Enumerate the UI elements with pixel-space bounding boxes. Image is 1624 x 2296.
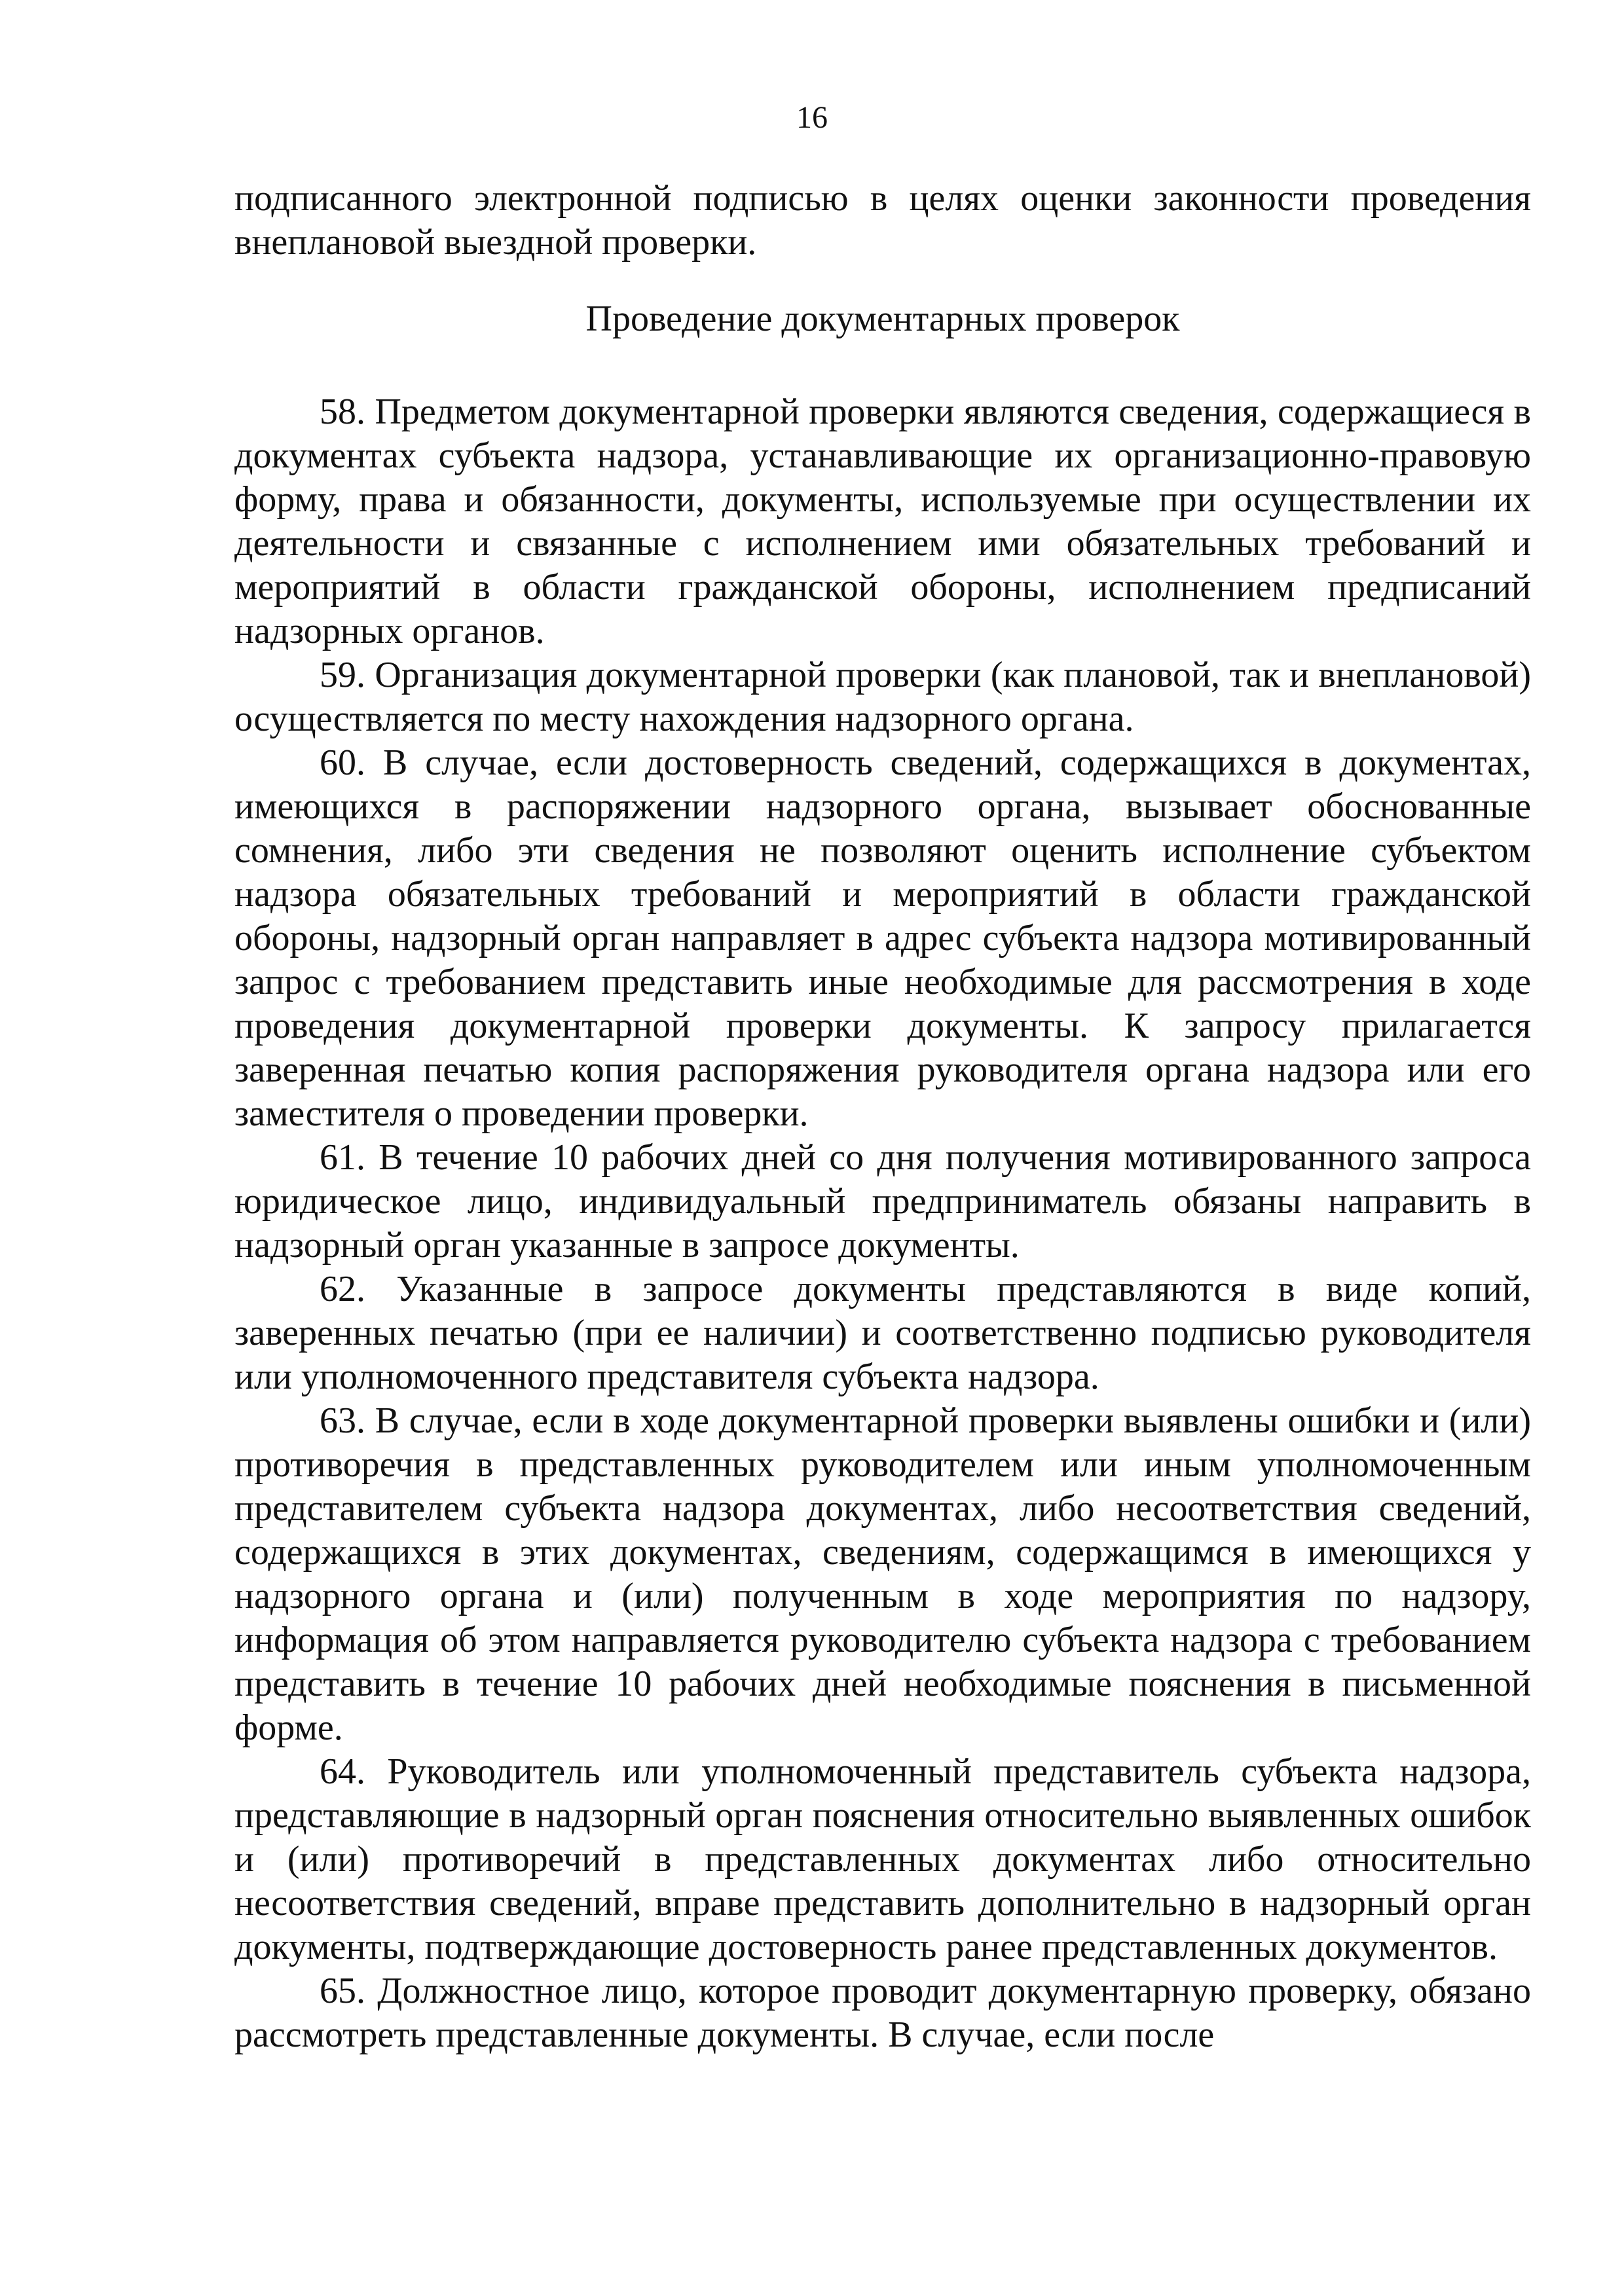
paragraph-62: 62. Указанные в запросе документы представляются в виде копий, заверенных печатью (при ее наличии) и соответственно подписью руководителя или уполномоченного представителя субъекта надзора.: [234, 1269, 1531, 1397]
paragraph-61: 61. В течение 10 рабочих дней со дня получения мотивированного запроса юридическое лицо, индивидуальный предприниматель обязаны направить в надзорный орган указанные в запросе документы.: [234, 1137, 1531, 1266]
paragraph-64: 64. Руководитель или уполномоченный представитель субъекта надзора, представляющие в надзорный орган пояснения относительно выявленных ошибок и (или) противоречий в представленных документах либо относительно несоответствия сведений, вправе представить дополнительно в надзорный орган документы, подтверждающие достоверность ранее представленных документов.: [234, 1751, 1531, 1967]
paragraph-63: 63. В случае, если в ходе документарной проверки выявлены ошибки и (или) противоречия в представленных руководителем или иным уполномоченным представителем субъекта надзора документах, либо несоответствия сведений, содержащихся в этих документах, сведениям, содержащимся в имеющихся у надзорного органа и (или) полученным в ходе мероприятия по надзору, информация об этом направляется руководителю субъекта надзора с требованием представить в течение 10 рабочих дней необходимые пояснения в письменной форме.: [234, 1400, 1531, 1748]
document-body: [234, 177, 1531, 2057]
paragraph-65: 65. Должностное лицо, которое проводит документарную проверку, обязано рассмотреть представленные документы. В случае, если после: [234, 1971, 1531, 2055]
paragraph-60: 60. В случае, если достоверность сведений, содержащихся в документах, имеющихся в распоряжении надзорного органа, вызывает обоснованные сомнения, либо эти сведения не позволяют оценить исполнение субъектом надзора обязательных требований и мероприятий в области гражданской обороны, надзорный орган направляет в адрес субъекта надзора мотивированный запрос с требованием представить иные необходимые для рассмотрения в ходе проведения документарной проверки документы. К запросу прилагается заверенная печатью копия распоряжения руководителя органа надзора или его заместителя о проведении проверки.: [234, 742, 1531, 1134]
paragraph-58: 58. Предметом документарной проверки являются сведения, содержащиеся в документах субъекта надзора, устанавливающие их организационно-правовую форму, права и обязанности, документы, используемые при осуществлении их деятельности и связанные с исполнением ими обязательных требований и мероприятий в области гражданской обороны, исполнением предписаний надзорных органов.: [234, 392, 1531, 651]
section-heading: Проведение документарных проверок: [585, 299, 1180, 339]
paragraph-59: 59. Организация документарной проверки (как плановой, так и внеплановой) осуществляется по месту нахождения надзорного органа.: [234, 655, 1531, 739]
intro-paragraph: подписанного электронной подписью в целях оценки законности проведения внеплановой выездной проверки.: [234, 178, 1531, 263]
page-number: 16: [796, 100, 828, 135]
